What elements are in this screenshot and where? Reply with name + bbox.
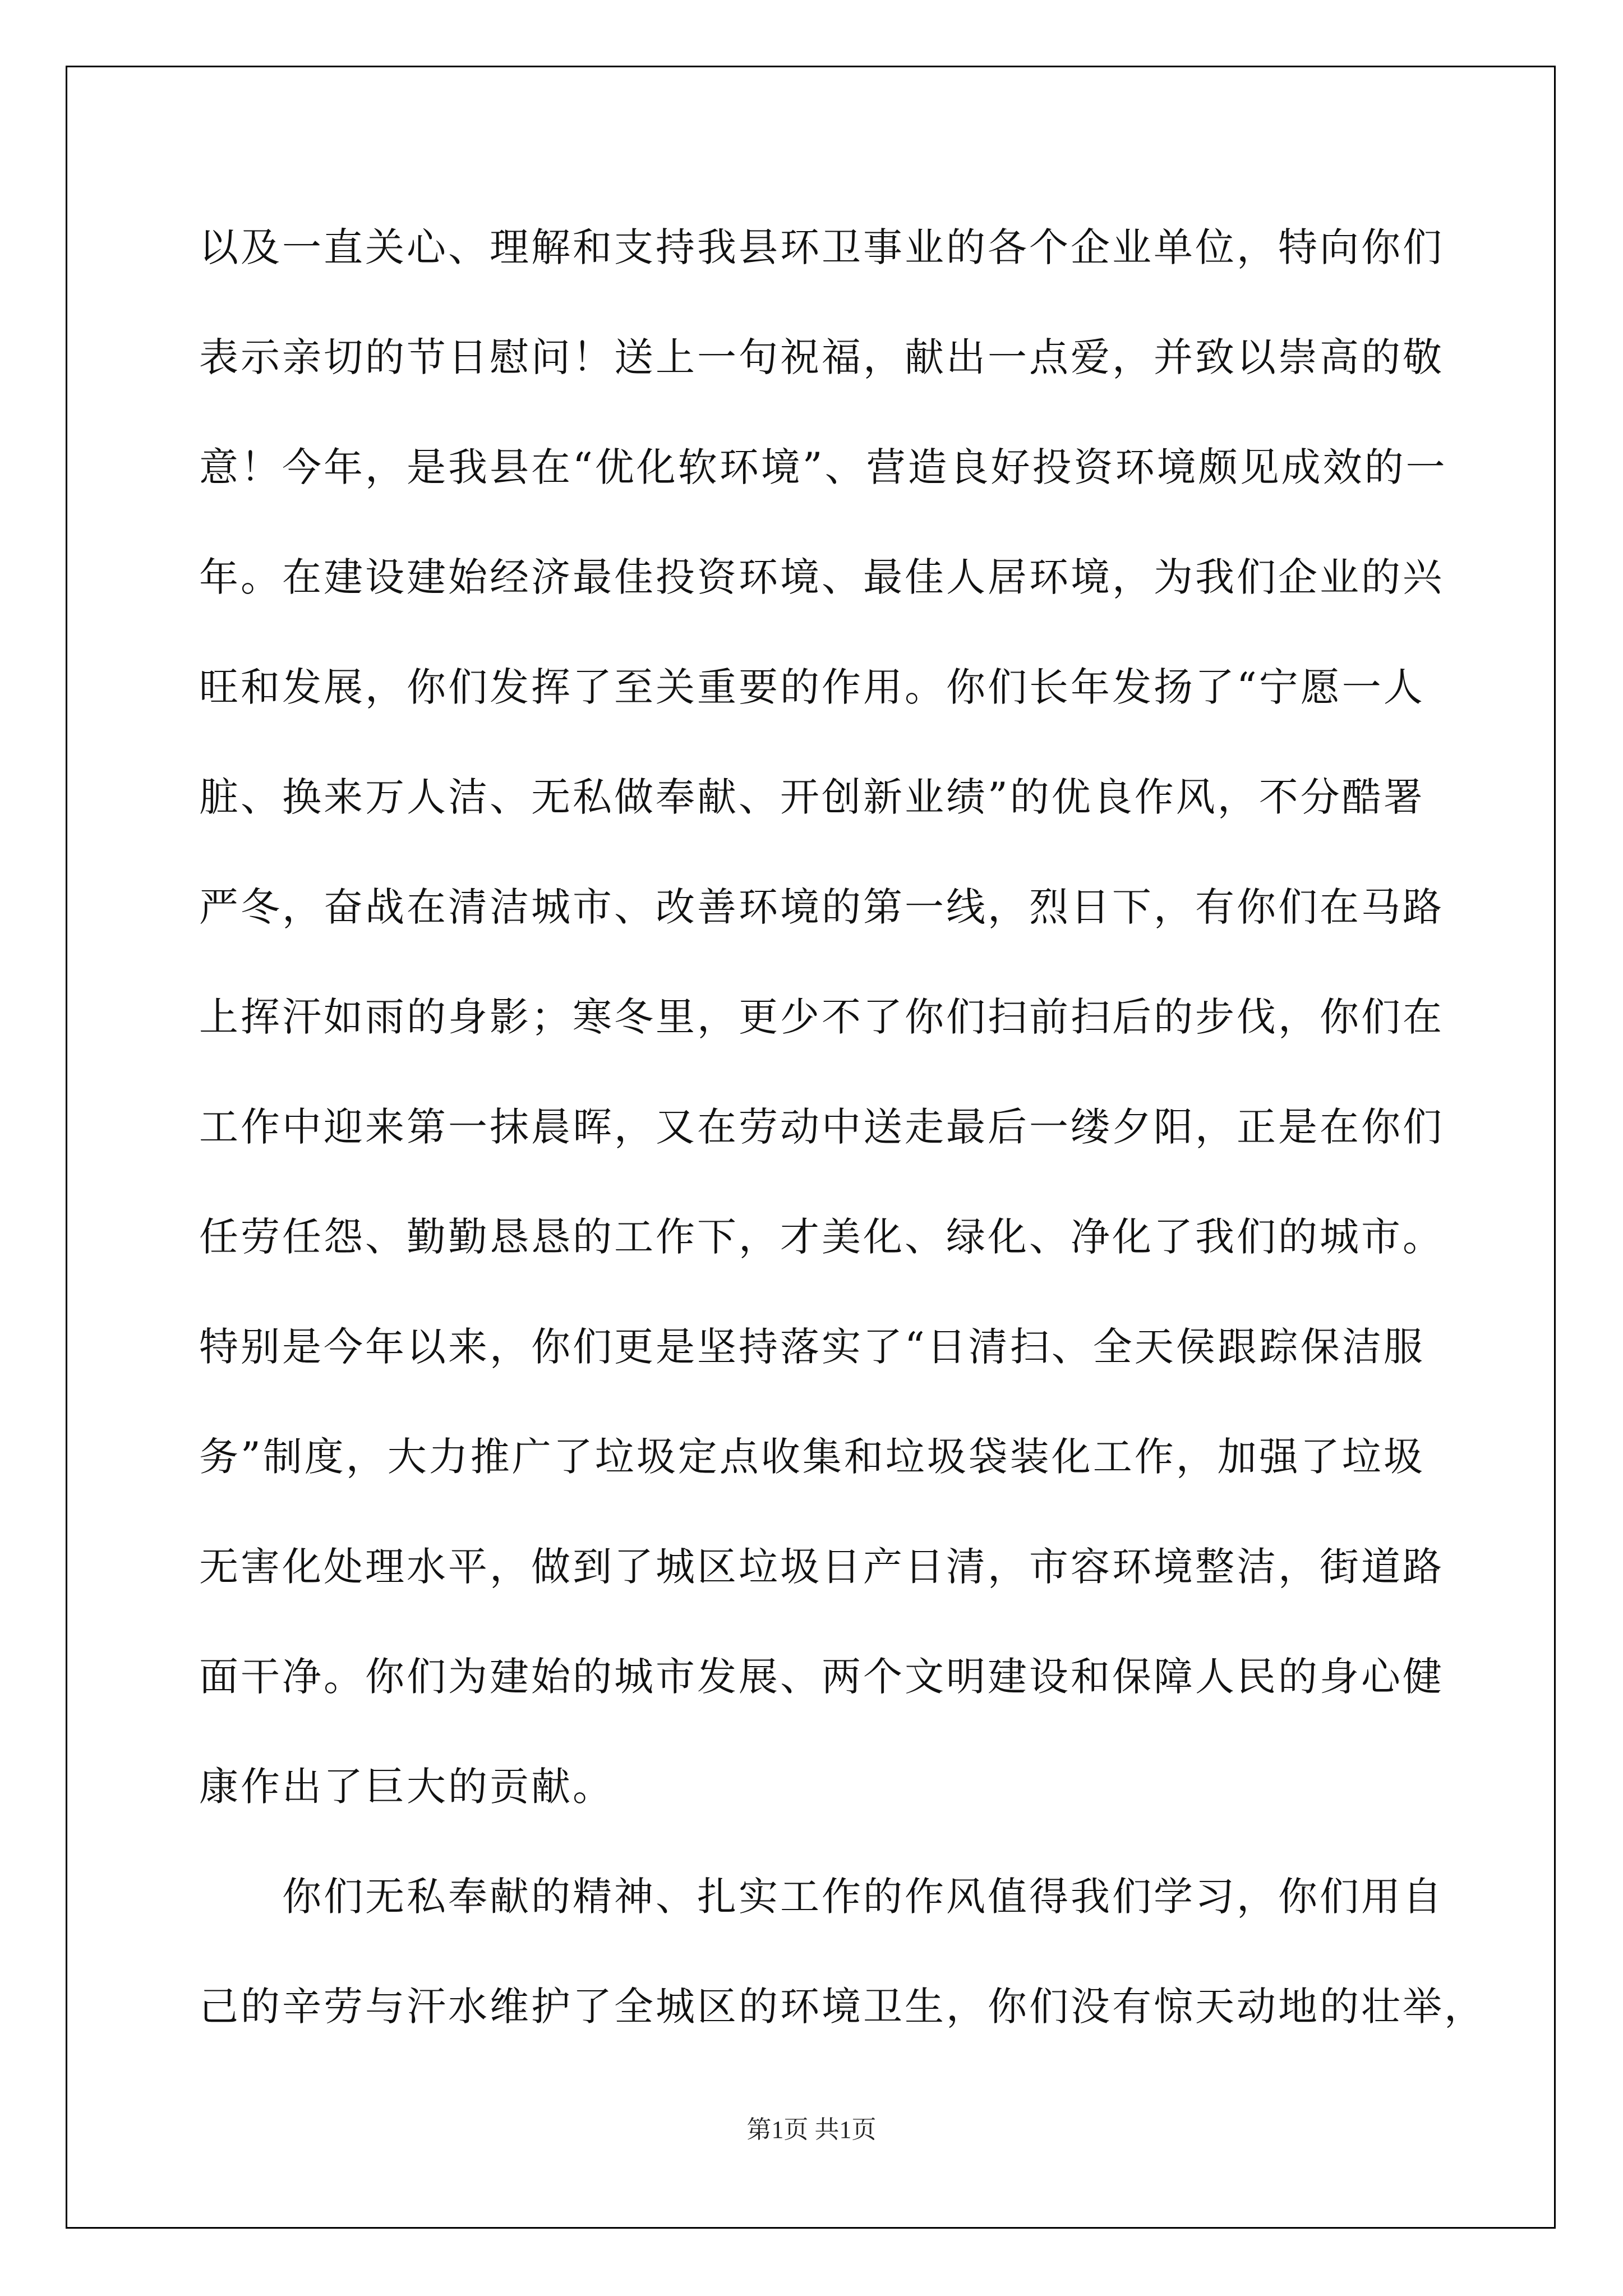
text-line: 特别是今年以来，你们更是坚持落实了“日清扫、全天侯跟踪保洁服 <box>199 1324 1425 1370</box>
text-line: 你们无私奉献的精神、扎实工作的作风值得我们学习，你们用自 <box>282 1874 1444 1920</box>
text-line: 意！今年，是我县在“优化软环境”、营造良好投资环境颇见成效的一 <box>199 444 1447 490</box>
text-line: 上挥汗如雨的身影；寒冬里，更少不了你们扫前扫后的步伐，你们在 <box>199 994 1444 1040</box>
text-line: 工作中迎来第一抹晨晖，又在劳动中送走最后一缕夕阳，正是在你们 <box>199 1104 1444 1150</box>
text-line: 表示亲切的节日慰问！送上一句祝福，献出一点爱，并致以崇高的敬 <box>199 334 1444 380</box>
text-line: 面干净。你们为建始的城市发展、两个文明建设和保障人民的身心健 <box>199 1654 1444 1700</box>
text-line: 以及一直关心、理解和支持我县环卫事业的各个企业单位，特向你们 <box>199 224 1444 270</box>
text-line: 严冬，奋战在清洁城市、改善环境的第一线，烈日下，有你们在马路 <box>199 884 1444 930</box>
text-line: 务”制度，大力推广了垃圾定点收集和垃圾袋装化工作，加强了垃圾 <box>199 1434 1425 1480</box>
text-line: 脏、换来万人洁、无私做奉献、开创新业绩”的优良作风，不分酷署 <box>199 774 1425 820</box>
text-line: 年。在建设建始经济最佳投资环境、最佳人居环境，为我们企业的兴 <box>199 554 1444 600</box>
text-line: 无害化处理水平，做到了城区垃圾日产日清，市容环境整洁，街道路 <box>199 1544 1444 1590</box>
text-line: 任劳任怨、勤勤恳恳的工作下，才美化、绿化、净化了我们的城市。 <box>199 1214 1444 1260</box>
text-line: 旺和发展，你们发挥了至关重要的作用。你们长年发扬了“宁愿一人 <box>199 664 1425 710</box>
text-line: 康作出了巨大的贡献。 <box>199 1764 614 1810</box>
text-line: 己的辛劳与汗水维护了全城区的环境卫生，你们没有惊天动地的壮举， <box>199 1984 1486 2030</box>
page-footer: 第1页 共1页 <box>746 2116 877 2143</box>
